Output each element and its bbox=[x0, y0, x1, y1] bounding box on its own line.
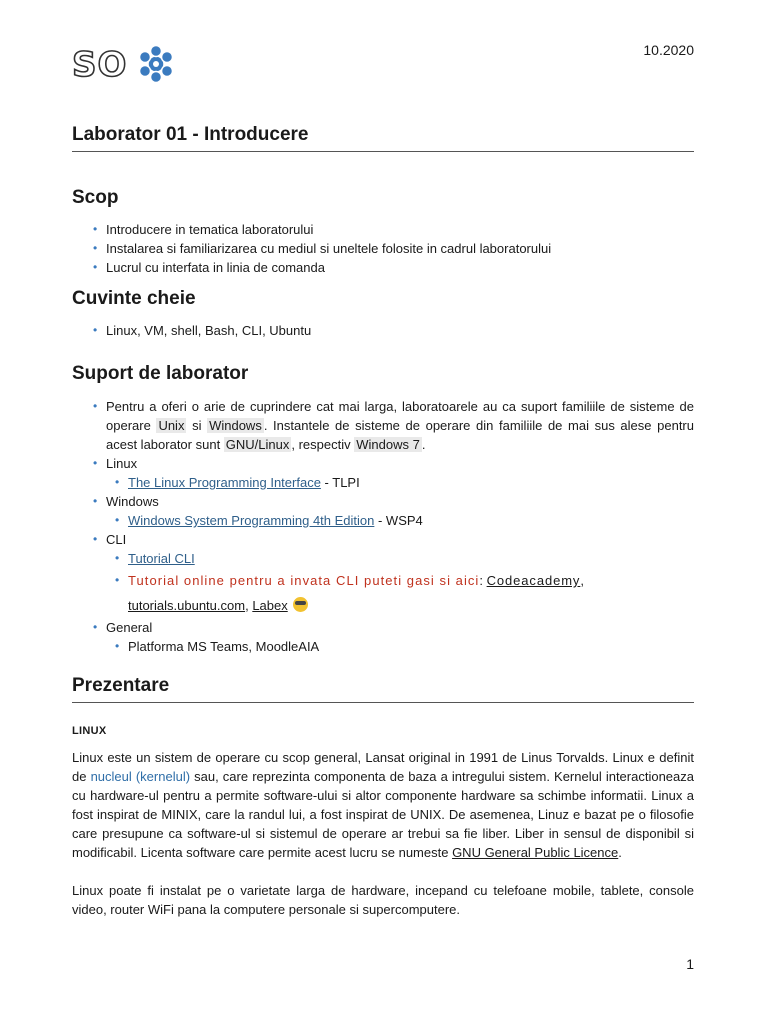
windows-sublist bbox=[106, 511, 694, 530]
tutorial-cli-link[interactable]: Tutorial CLI bbox=[128, 551, 195, 566]
linux-item bbox=[106, 454, 694, 492]
list-item bbox=[128, 511, 694, 530]
kernel-term: nucleul (kernelul) bbox=[90, 769, 191, 784]
paragraph-text: Linux este un sistem de operare cu scop general, Lansat original in 1991 de Linus Torvalds. Linux e definit de bbox=[72, 750, 694, 784]
document-date: 10.2020 bbox=[643, 42, 694, 58]
intro-text: si bbox=[186, 418, 208, 433]
heading-suport: Suport de laborator bbox=[72, 363, 249, 384]
windows-item bbox=[106, 492, 694, 530]
labex-link[interactable]: Labex bbox=[252, 598, 288, 613]
wsp4-suffix: - WSP4 bbox=[374, 513, 423, 528]
linux-hardware-paragraph: Linux poate fi instalat pe o varietate larga de hardware, incepand cu telefoane mobile, tablete, console video, router WiFi pana la computere personale si supercomputere. bbox=[72, 883, 694, 917]
windows-label: Windows bbox=[106, 494, 159, 509]
suport-intro bbox=[106, 397, 694, 454]
general-label: General bbox=[106, 620, 153, 635]
so-logo bbox=[72, 44, 182, 84]
colon-text: : bbox=[479, 573, 487, 588]
logo-text: SO bbox=[72, 45, 128, 85]
list-item bbox=[128, 549, 694, 568]
heading-cuvinte-cheie: Cuvinte cheie bbox=[72, 288, 196, 309]
keywords-list bbox=[106, 321, 694, 340]
cli-label: CLI bbox=[106, 532, 127, 547]
scop-list bbox=[106, 220, 694, 277]
list-item: • Platforma MS Teams, MoodleAIA bbox=[128, 637, 694, 656]
network-logo-icon bbox=[136, 44, 176, 84]
windows-term: Windows bbox=[209, 418, 262, 433]
comma-text: , bbox=[580, 573, 584, 588]
section-label-linux: LINUX bbox=[72, 725, 107, 737]
heading-scop: Scop bbox=[72, 187, 119, 208]
page-number: 1 bbox=[686, 956, 694, 972]
list-item: • Lucrul cu interfata in linia de comanda bbox=[106, 258, 694, 277]
general-sublist bbox=[106, 637, 694, 656]
list-item: • Instalarea si familiarizarea cu mediul si uneltele folosite in cadrul laboratorului bbox=[106, 239, 694, 258]
list-item bbox=[128, 568, 694, 618]
heading-prezentare: Prezentare bbox=[72, 674, 694, 703]
intro-text: , respectiv bbox=[291, 437, 355, 452]
wsp4-link[interactable]: Windows System Programming 4th Edition bbox=[128, 513, 375, 528]
nerd-face-emoji-icon bbox=[293, 597, 308, 612]
paragraph-text: sau, care reprezinta componenta de baza a intregului sistem. Kernelul interactioneaza cu hardware-ul pentru a permite software-ului si altor componente hardware sa schimbe informatii. Linux a fost inspirat de MINIX, care la randul lui, a fost inspirat de UNIX. De asemenea, Linuz e bazat pe o filosofie care presupune ca software-ul si sistemul de operare ar trebui sa fie liber. Liber in sensul de disponibil si modificabil. Licenta software care permite acest lucru se numeste bbox=[72, 769, 694, 860]
gpl-link[interactable]: GNU General Public Licence bbox=[452, 845, 619, 860]
paragraph-text: . bbox=[618, 845, 622, 860]
linux-sublist bbox=[106, 473, 694, 492]
document-page bbox=[72, 0, 694, 1024]
comma-text: , bbox=[245, 598, 253, 613]
windows7-term: Windows 7 bbox=[356, 437, 420, 452]
page-title: Laborator 01 - Introducere bbox=[72, 123, 694, 152]
tlpi-link[interactable]: The Linux Programming Interface bbox=[128, 475, 321, 490]
ubuntu-tutorials-link[interactable]: tutorials.ubuntu.com bbox=[128, 598, 246, 613]
intro-text: . Instantele de sisteme de operare din familiile de mai sus alese pentru acest laborator sunt bbox=[106, 418, 694, 452]
gnu-linux-term: GNU/Linux bbox=[225, 437, 290, 452]
cli-sublist bbox=[106, 549, 694, 618]
suport-list bbox=[106, 397, 694, 656]
unix-term: Unix bbox=[158, 418, 185, 433]
linux-paragraph bbox=[72, 748, 694, 862]
online-tutorial-text: Tutorial online pentru a invata CLI puteti gasi si aici bbox=[128, 573, 480, 588]
intro-text: Pentru a oferi o arie de cuprindere cat mai larga, laboratoarele au ca suport familiile de sisteme de operare bbox=[106, 399, 694, 433]
linux-label: Linux bbox=[106, 456, 138, 471]
intro-text: . bbox=[421, 437, 426, 452]
list-item bbox=[128, 473, 694, 492]
codeacademy-link[interactable]: Codeacademy bbox=[486, 573, 581, 588]
list-item: • Introducere in tematica laboratorului bbox=[106, 220, 694, 239]
tlpi-suffix: - TLPI bbox=[320, 475, 360, 490]
list-item: • Linux, VM, shell, Bash, CLI, Ubuntu bbox=[106, 321, 694, 340]
general-item bbox=[106, 618, 694, 656]
cli-item bbox=[106, 530, 694, 618]
